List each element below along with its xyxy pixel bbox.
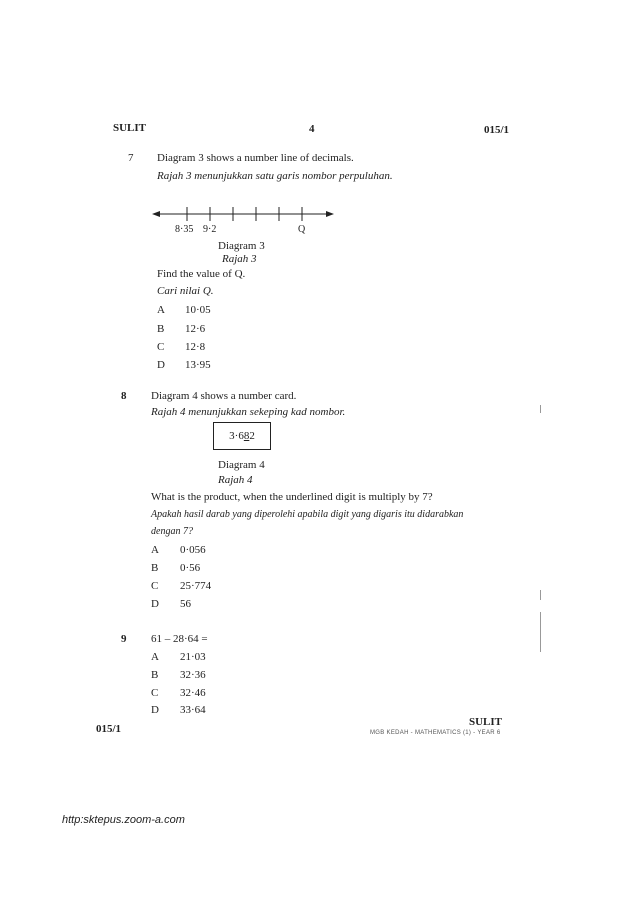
option-value: 21·03 [180, 651, 206, 663]
header-sulit: SULIT [113, 122, 147, 134]
option-letter: A [151, 544, 159, 556]
diagram-caption-ms: Rajah 3 [222, 253, 257, 265]
card-digits-before: 3·6 [229, 430, 244, 442]
footer-paper-code: 015/1 [96, 723, 122, 735]
card-digits-after: 2 [249, 430, 255, 442]
option-letter: D [151, 598, 159, 610]
option-value: 12·8 [185, 341, 206, 353]
option-letter: C [157, 341, 165, 353]
diagram-caption-ms: Rajah 4 [218, 474, 253, 486]
option-letter: B [151, 669, 159, 681]
number-card [213, 422, 271, 450]
question-text-en: Diagram 4 shows a number card. [151, 390, 297, 402]
question-number: 7 [128, 152, 134, 164]
diagram-caption-en: Diagram 3 [218, 240, 265, 252]
option-letter: B [157, 323, 165, 335]
question-number: 8 [121, 390, 127, 402]
option-value: 12·6 [185, 323, 206, 335]
source-url-link[interactable]: http:sktepus.zoom-a.com [62, 814, 185, 826]
option-letter: C [151, 687, 159, 699]
prompt-en: Find the value of Q. [157, 268, 246, 280]
scan-mark [540, 590, 541, 600]
prompt-ms-line2: dengan 7? [151, 526, 193, 537]
option-value: 32·46 [180, 687, 206, 699]
number-line-label-2: 9·2 [203, 224, 217, 235]
footer-sulit: SULIT [469, 716, 503, 728]
page-number: 4 [309, 123, 315, 135]
option-value: 0·056 [180, 544, 206, 556]
question-text-ms: Rajah 3 menunjukkan satu garis nombor perpuluhan. [157, 170, 393, 182]
number-line-label-q: Q [298, 224, 306, 235]
option-value: 25·774 [180, 580, 212, 592]
diagram-caption-en: Diagram 4 [218, 459, 265, 471]
header-paper-code: 015/1 [484, 124, 510, 136]
prompt-en: What is the product, when the underlined digit is multiply by 7? [151, 491, 433, 503]
left-arrow-icon [152, 211, 160, 217]
option-value: 0·56 [180, 562, 201, 574]
option-value: 33·64 [180, 704, 206, 716]
option-letter: B [151, 562, 159, 574]
option-letter: D [151, 704, 159, 716]
option-value: 32·36 [180, 669, 206, 681]
option-value: 56 [180, 598, 191, 610]
question-expression: 61 – 28·64 = [151, 633, 208, 645]
option-letter: D [157, 359, 165, 371]
scan-mark [540, 405, 541, 413]
option-letter: C [151, 580, 159, 592]
question-text-en: Diagram 3 shows a number line of decimals. [157, 152, 354, 164]
question-number: 9 [121, 633, 127, 645]
scan-mark [540, 612, 541, 652]
footer-note: MGB KEDAH - MATHEMATICS (1) - YEAR 6 [370, 730, 501, 736]
card-underlined-digit: 8 [243, 430, 250, 442]
option-letter: A [151, 651, 159, 663]
prompt-ms-line1: Apakah hasil darab yang diperolehi apabila digit yang digaris itu didarabkan [151, 509, 464, 520]
option-value: 13·95 [185, 359, 211, 371]
option-value: 10·05 [185, 304, 211, 316]
question-text-ms: Rajah 4 menunjukkan sekeping kad nombor. [151, 406, 346, 418]
number-line-label-1: 8·35 [175, 224, 194, 235]
prompt-ms: Cari nilai Q. [157, 285, 214, 297]
option-letter: A [157, 304, 165, 316]
right-arrow-icon [326, 211, 334, 217]
